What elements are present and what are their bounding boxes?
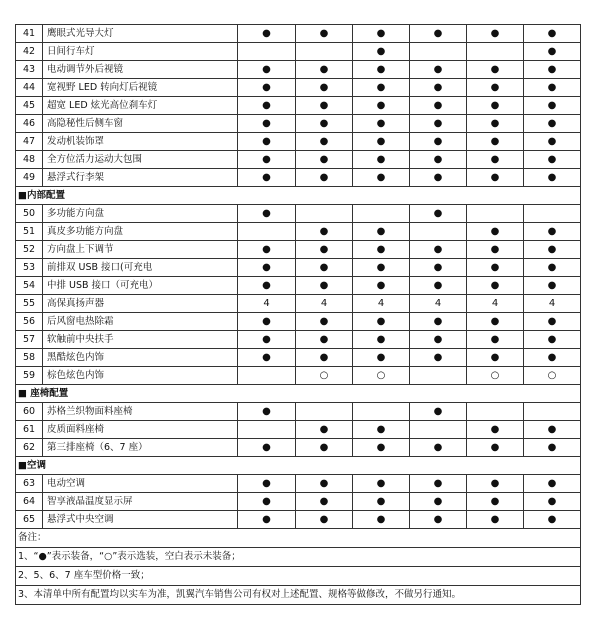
- trim-mark-cell: ●: [524, 475, 581, 493]
- section-header-row: [16, 457, 581, 475]
- feature-name: 第三排座椅（6、7 座）: [43, 439, 238, 457]
- trim-mark-cell: ●: [353, 169, 410, 187]
- table-row: [16, 439, 581, 457]
- trim-mark-cell: ●: [353, 151, 410, 169]
- trim-mark-cell: ●: [296, 439, 353, 457]
- table-row: [16, 133, 581, 151]
- trim-mark-cell: ●: [238, 439, 296, 457]
- feature-name: 超宽 LED 炫光高位刹车灯: [43, 97, 238, 115]
- trim-mark-cell: ○: [467, 367, 524, 385]
- trim-mark-cell: ●: [238, 349, 296, 367]
- trim-mark-cell: ●: [238, 475, 296, 493]
- row-number: 48: [16, 151, 43, 169]
- feature-name: 高隐秘性后侧车窗: [43, 115, 238, 133]
- feature-name: 电动调节外后视镜: [43, 61, 238, 79]
- trim-mark-cell: ●: [467, 133, 524, 151]
- trim-mark-cell: ●: [524, 439, 581, 457]
- trim-mark-cell: ●: [296, 259, 353, 277]
- trim-mark-cell: ●: [410, 277, 467, 295]
- row-number: 60: [16, 403, 43, 421]
- row-number: 54: [16, 277, 43, 295]
- feature-name: 皮质面料座椅: [43, 421, 238, 439]
- feature-name: 苏格兰织物面料座椅: [43, 403, 238, 421]
- table-row: [16, 43, 581, 61]
- trim-mark-cell: ○: [296, 367, 353, 385]
- feature-name: 鹰眼式光导大灯: [43, 25, 238, 43]
- note-row: [16, 567, 581, 586]
- table-row: [16, 61, 581, 79]
- trim-mark-cell: ●: [353, 313, 410, 331]
- section-header-row: [16, 187, 581, 205]
- trim-mark-cell: ●: [524, 313, 581, 331]
- table-row: [16, 367, 581, 385]
- feature-name: 真皮多功能方向盘: [43, 223, 238, 241]
- trim-mark-cell: ●: [524, 331, 581, 349]
- trim-mark-cell: ●: [467, 169, 524, 187]
- row-number: 49: [16, 169, 43, 187]
- trim-mark-cell: ●: [296, 493, 353, 511]
- trim-mark-cell: ●: [524, 169, 581, 187]
- feature-name: 悬浮式中央空调: [43, 511, 238, 529]
- trim-mark-cell: ●: [524, 25, 581, 43]
- trim-mark-cell: [238, 421, 296, 439]
- trim-mark-cell: ●: [296, 223, 353, 241]
- row-number: 63: [16, 475, 43, 493]
- trim-mark-cell: ●: [467, 151, 524, 169]
- table-row: [16, 403, 581, 421]
- table-row: [16, 151, 581, 169]
- trim-mark-cell: ●: [410, 169, 467, 187]
- feature-name: 高保真扬声器: [43, 295, 238, 313]
- trim-mark-cell: ●: [353, 115, 410, 133]
- trim-mark-cell: ●: [410, 79, 467, 97]
- trim-mark-cell: ●: [353, 349, 410, 367]
- trim-mark-cell: ●: [353, 259, 410, 277]
- trim-mark-cell: ●: [353, 511, 410, 529]
- trim-mark-cell: [467, 403, 524, 421]
- trim-mark-cell: ○: [353, 367, 410, 385]
- note-row: [16, 529, 581, 548]
- section-title: ■内部配置: [16, 187, 581, 205]
- feature-name: 软触前中央扶手: [43, 331, 238, 349]
- trim-mark-cell: ●: [467, 511, 524, 529]
- trim-mark-cell: ●: [467, 475, 524, 493]
- row-number: 57: [16, 331, 43, 349]
- trim-mark-cell: ●: [353, 421, 410, 439]
- trim-mark-cell: ●: [238, 493, 296, 511]
- trim-mark-cell: ●: [296, 25, 353, 43]
- trim-mark-cell: ●: [296, 313, 353, 331]
- trim-mark-cell: 4: [353, 295, 410, 313]
- trim-mark-cell: [410, 43, 467, 61]
- trim-mark-cell: ●: [467, 349, 524, 367]
- note-row: [16, 548, 581, 567]
- row-number: 50: [16, 205, 43, 223]
- trim-mark-cell: ●: [524, 511, 581, 529]
- section-title: ■空调: [16, 457, 581, 475]
- trim-mark-cell: ●: [410, 313, 467, 331]
- trim-mark-cell: ●: [524, 79, 581, 97]
- trim-mark-cell: ●: [238, 511, 296, 529]
- trim-mark-cell: ●: [467, 277, 524, 295]
- trim-mark-cell: ●: [410, 133, 467, 151]
- trim-mark-cell: ●: [238, 169, 296, 187]
- row-number: 62: [16, 439, 43, 457]
- table-row: [16, 223, 581, 241]
- trim-mark-cell: ●: [353, 97, 410, 115]
- trim-mark-cell: ●: [410, 439, 467, 457]
- table-row: [16, 493, 581, 511]
- trim-mark-cell: ●: [296, 97, 353, 115]
- trim-mark-cell: ●: [353, 493, 410, 511]
- trim-mark-cell: ●: [410, 511, 467, 529]
- row-number: 46: [16, 115, 43, 133]
- trim-mark-cell: ●: [410, 403, 467, 421]
- feature-name: 棕色炫色内饰: [43, 367, 238, 385]
- trim-mark-cell: ●: [410, 259, 467, 277]
- table-row: [16, 97, 581, 115]
- trim-mark-cell: ●: [410, 115, 467, 133]
- trim-mark-cell: ●: [353, 277, 410, 295]
- trim-mark-cell: ●: [467, 493, 524, 511]
- trim-mark-cell: [238, 367, 296, 385]
- table-row: [16, 313, 581, 331]
- trim-mark-cell: ●: [524, 61, 581, 79]
- trim-mark-cell: [353, 205, 410, 223]
- note-text: 1、“●”表示装备，“○”表示选装，空白表示未装备；: [16, 548, 581, 567]
- table-row: [16, 349, 581, 367]
- trim-mark-cell: ●: [410, 493, 467, 511]
- trim-mark-cell: ●: [410, 205, 467, 223]
- trim-mark-cell: ●: [296, 115, 353, 133]
- trim-mark-cell: [524, 205, 581, 223]
- trim-mark-cell: ●: [467, 97, 524, 115]
- trim-mark-cell: [296, 43, 353, 61]
- trim-mark-cell: ●: [524, 259, 581, 277]
- table-row: [16, 331, 581, 349]
- trim-mark-cell: ●: [524, 421, 581, 439]
- trim-mark-cell: 4: [296, 295, 353, 313]
- config-table-body: [16, 25, 581, 605]
- trim-mark-cell: ●: [467, 331, 524, 349]
- table-row: [16, 79, 581, 97]
- trim-mark-cell: 4: [467, 295, 524, 313]
- trim-mark-cell: ●: [238, 79, 296, 97]
- trim-mark-cell: ●: [238, 403, 296, 421]
- trim-mark-cell: ●: [524, 241, 581, 259]
- trim-mark-cell: ●: [238, 331, 296, 349]
- trim-mark-cell: [296, 205, 353, 223]
- feature-name: 电动空调: [43, 475, 238, 493]
- feature-name: 日间行车灯: [43, 43, 238, 61]
- trim-mark-cell: ●: [353, 61, 410, 79]
- table-row: [16, 475, 581, 493]
- trim-mark-cell: ●: [238, 25, 296, 43]
- trim-mark-cell: 4: [524, 295, 581, 313]
- trim-mark-cell: ●: [410, 97, 467, 115]
- feature-name: 多功能方向盘: [43, 205, 238, 223]
- trim-mark-cell: ●: [238, 313, 296, 331]
- feature-name: 黑酷炫色内饰: [43, 349, 238, 367]
- feature-name: 中排 USB 接口（可充电）: [43, 277, 238, 295]
- row-number: 44: [16, 79, 43, 97]
- trim-mark-cell: [467, 205, 524, 223]
- trim-mark-cell: ●: [524, 43, 581, 61]
- trim-mark-cell: ●: [238, 97, 296, 115]
- trim-mark-cell: 4: [238, 295, 296, 313]
- row-number: 47: [16, 133, 43, 151]
- table-row: [16, 295, 581, 313]
- row-number: 51: [16, 223, 43, 241]
- trim-mark-cell: ●: [467, 421, 524, 439]
- feature-name: 方向盘上下调节: [43, 241, 238, 259]
- trim-mark-cell: ●: [524, 223, 581, 241]
- table-row: [16, 511, 581, 529]
- trim-mark-cell: ●: [467, 115, 524, 133]
- feature-name: 后风窗电热除霜: [43, 313, 238, 331]
- trim-mark-cell: ●: [410, 61, 467, 79]
- trim-mark-cell: [467, 43, 524, 61]
- trim-mark-cell: ●: [524, 115, 581, 133]
- table-row: [16, 205, 581, 223]
- row-number: 61: [16, 421, 43, 439]
- row-number: 56: [16, 313, 43, 331]
- feature-name: 宽视野 LED 转向灯后视镜: [43, 79, 238, 97]
- trim-mark-cell: ●: [296, 151, 353, 169]
- row-number: 64: [16, 493, 43, 511]
- table-row: [16, 277, 581, 295]
- trim-mark-cell: 4: [410, 295, 467, 313]
- trim-mark-cell: ●: [410, 151, 467, 169]
- trim-mark-cell: ●: [353, 43, 410, 61]
- trim-mark-cell: [410, 367, 467, 385]
- trim-mark-cell: ●: [467, 439, 524, 457]
- trim-mark-cell: [524, 403, 581, 421]
- row-number: 53: [16, 259, 43, 277]
- trim-mark-cell: ●: [410, 349, 467, 367]
- trim-mark-cell: ●: [296, 349, 353, 367]
- trim-mark-cell: [410, 223, 467, 241]
- row-number: 52: [16, 241, 43, 259]
- trim-mark-cell: [353, 403, 410, 421]
- note-text: 3、本清单中所有配置均以实车为准，凯翼汽车销售公司有权对上述配置、规格等做修改，不做另行通知。: [16, 586, 581, 605]
- row-number: 41: [16, 25, 43, 43]
- trim-mark-cell: ●: [353, 25, 410, 43]
- trim-mark-cell: ●: [296, 277, 353, 295]
- row-number: 45: [16, 97, 43, 115]
- trim-mark-cell: ●: [353, 439, 410, 457]
- trim-mark-cell: ●: [296, 421, 353, 439]
- trim-mark-cell: ●: [467, 259, 524, 277]
- trim-mark-cell: ●: [296, 169, 353, 187]
- trim-mark-cell: ●: [353, 475, 410, 493]
- trim-mark-cell: ●: [353, 79, 410, 97]
- trim-mark-cell: ●: [296, 79, 353, 97]
- row-number: 58: [16, 349, 43, 367]
- table-row: [16, 25, 581, 43]
- trim-mark-cell: ●: [238, 259, 296, 277]
- feature-name: 前排双 USB 接口(可充电: [43, 259, 238, 277]
- config-table: [15, 24, 581, 605]
- trim-mark-cell: ●: [238, 241, 296, 259]
- trim-mark-cell: ●: [524, 151, 581, 169]
- trim-mark-cell: ●: [353, 241, 410, 259]
- trim-mark-cell: [238, 43, 296, 61]
- notes-heading: 备注：: [16, 529, 581, 548]
- trim-mark-cell: ●: [467, 79, 524, 97]
- row-number: 59: [16, 367, 43, 385]
- trim-mark-cell: ●: [296, 331, 353, 349]
- trim-mark-cell: ●: [467, 241, 524, 259]
- trim-mark-cell: ●: [296, 475, 353, 493]
- trim-mark-cell: ●: [467, 25, 524, 43]
- trim-mark-cell: ●: [238, 115, 296, 133]
- trim-mark-cell: ●: [467, 61, 524, 79]
- section-title: ■ 座椅配置: [16, 385, 581, 403]
- trim-mark-cell: ●: [410, 331, 467, 349]
- trim-mark-cell: ●: [238, 61, 296, 79]
- trim-mark-cell: [296, 403, 353, 421]
- row-number: 65: [16, 511, 43, 529]
- trim-mark-cell: ●: [524, 97, 581, 115]
- trim-mark-cell: ●: [410, 475, 467, 493]
- trim-mark-cell: ●: [238, 277, 296, 295]
- feature-name: 悬浮式行李架: [43, 169, 238, 187]
- row-number: 43: [16, 61, 43, 79]
- trim-mark-cell: ●: [524, 277, 581, 295]
- trim-mark-cell: ●: [296, 241, 353, 259]
- trim-mark-cell: ●: [238, 205, 296, 223]
- trim-mark-cell: [410, 421, 467, 439]
- feature-name: 全方位活力运动大包围: [43, 151, 238, 169]
- table-row: [16, 259, 581, 277]
- trim-mark-cell: ●: [296, 511, 353, 529]
- trim-mark-cell: ●: [238, 151, 296, 169]
- table-row: [16, 241, 581, 259]
- trim-mark-cell: ●: [353, 133, 410, 151]
- row-number: 55: [16, 295, 43, 313]
- trim-mark-cell: ●: [296, 133, 353, 151]
- trim-mark-cell: ●: [296, 61, 353, 79]
- trim-mark-cell: ●: [524, 133, 581, 151]
- trim-mark-cell: ●: [467, 223, 524, 241]
- table-row: [16, 169, 581, 187]
- trim-mark-cell: ●: [410, 25, 467, 43]
- table-row: [16, 115, 581, 133]
- feature-name: 智享液晶温度显示屏: [43, 493, 238, 511]
- row-number: 42: [16, 43, 43, 61]
- note-row: [16, 586, 581, 605]
- section-header-row: [16, 385, 581, 403]
- config-sheet: [15, 24, 580, 605]
- table-row: [16, 421, 581, 439]
- trim-mark-cell: ●: [524, 493, 581, 511]
- trim-mark-cell: ●: [238, 133, 296, 151]
- trim-mark-cell: ●: [410, 241, 467, 259]
- trim-mark-cell: ●: [353, 223, 410, 241]
- trim-mark-cell: ○: [524, 367, 581, 385]
- trim-mark-cell: ●: [524, 349, 581, 367]
- note-text: 2、5、6、7 座车型价格一致；: [16, 567, 581, 586]
- trim-mark-cell: ●: [353, 331, 410, 349]
- trim-mark-cell: [238, 223, 296, 241]
- feature-name: 发动机装饰罩: [43, 133, 238, 151]
- trim-mark-cell: ●: [467, 313, 524, 331]
